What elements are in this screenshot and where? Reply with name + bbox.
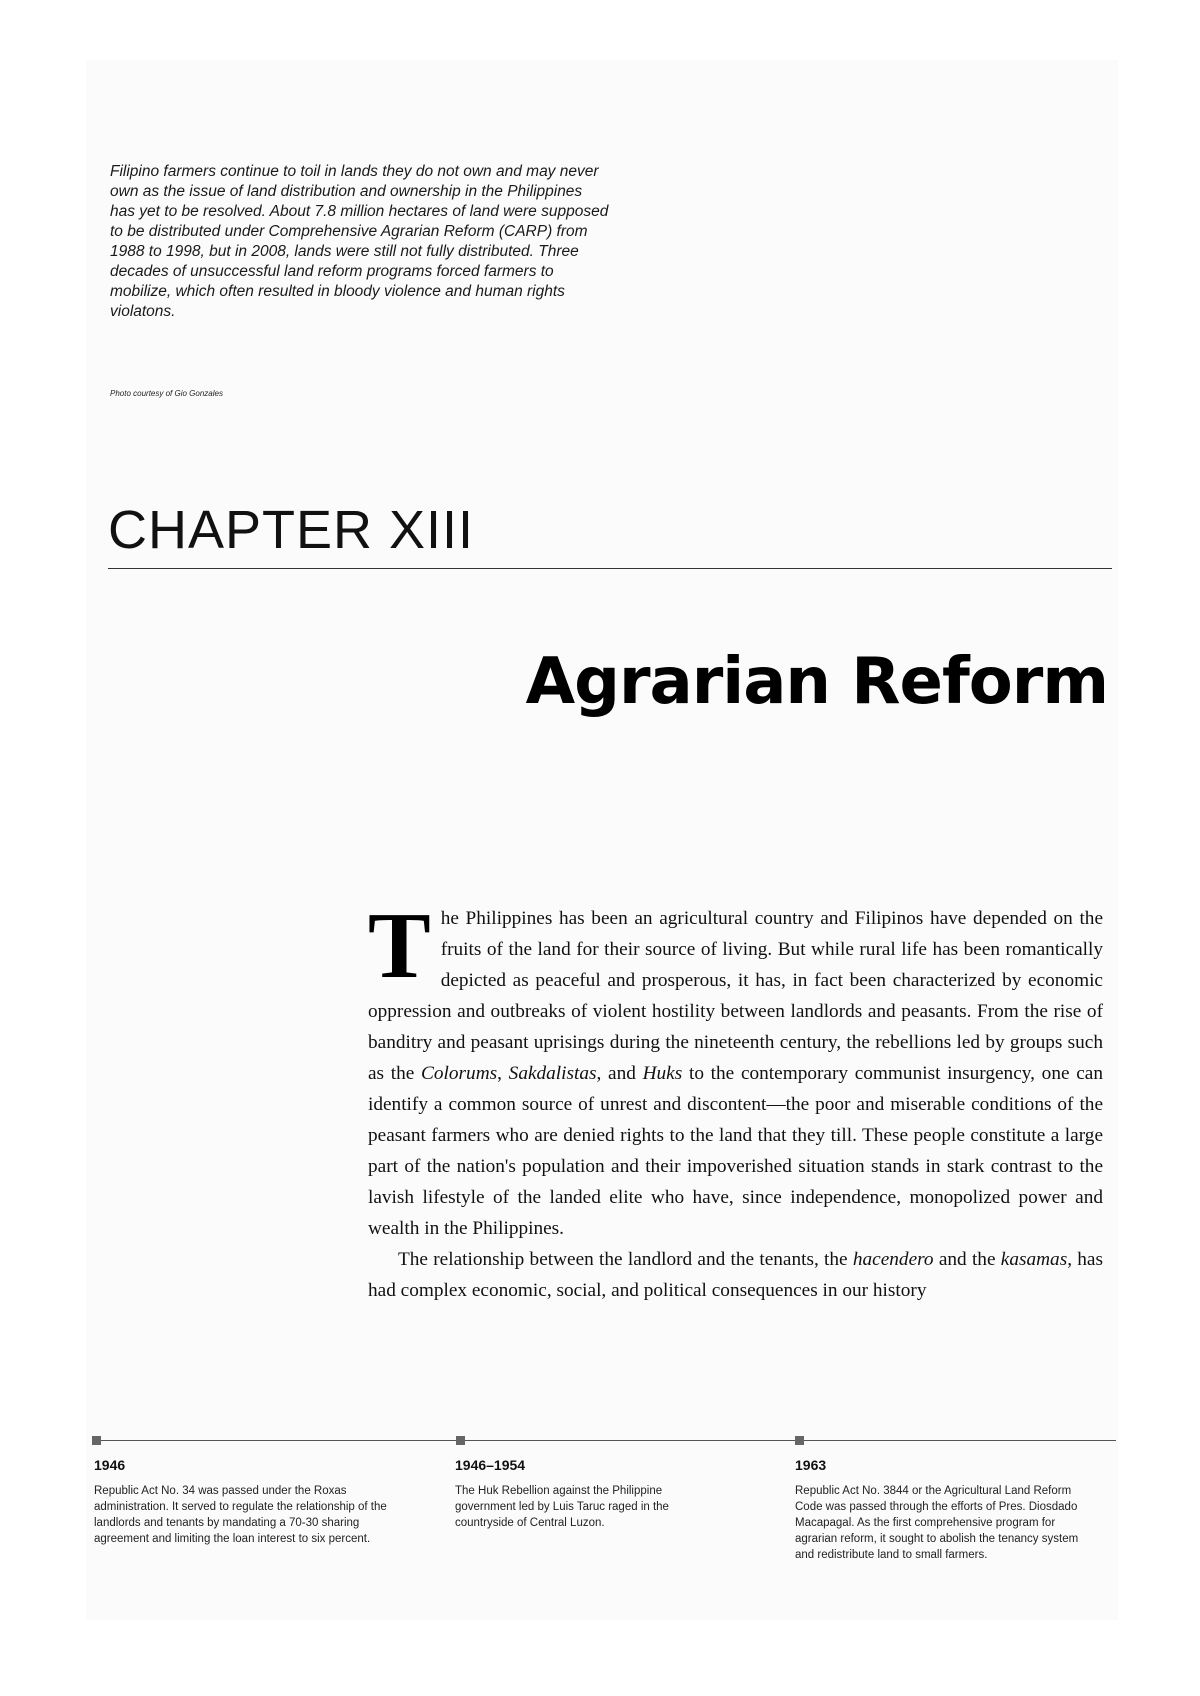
photo-caption: Filipino farmers continue to toil in lands they do not own and may never own as the issue of land distribution and ownership in the Philippines has yet to be resolved. About 7.8 million hectares of land were supposed to be distributed under Comprehensive Agrarian Reform (CARP) from 1988 to 1998, but in 2008, lands were still not fully distributed. Three decades of unsuccessful land reform programs forced farmers to mobilize, which often resulted in bloody violence and human rights violatons. (110, 163, 609, 320)
timeline-item (795, 1457, 1085, 1563)
paragraph-2: The relationship between the landlord and the tenants, the hacendero and the kasamas, has had complex economic, social, and political consequences in our history (368, 1249, 1103, 1301)
timeline-year: 1946 (94, 1457, 126, 1473)
timeline-line (96, 1440, 1116, 1441)
body-text (368, 894, 1103, 1306)
timeline-marker (456, 1436, 465, 1445)
photo-credit: Photo courtesy of Gio Gonzales (110, 389, 223, 398)
timeline-description: The Huk Rebellion against the Philippine government led by Luis Taruc raged in the countryside of Central Luzon. (455, 1485, 669, 1529)
timeline-year: 1963 (795, 1457, 827, 1473)
term-huks: Huks (642, 1063, 683, 1084)
chapter-label: CHAPTER XIII (108, 500, 475, 560)
timeline-description: Republic Act No. 34 was passed under the Roxas administration. It served to regulate the relationship of the landlords and tenants by mandating a 70-30 sharing agreement and limiting the loan interest to six percent. (94, 1485, 387, 1545)
timeline-year: 1946–1954 (455, 1457, 526, 1473)
term-hacendero: hacendero (852, 1249, 934, 1270)
timeline-item (455, 1457, 705, 1531)
term-colorums: Colorums (421, 1063, 498, 1084)
chapter-title: Agrarian Reform (525, 645, 1108, 719)
timeline-description: Republic Act No. 3844 or the Agricultural Land Reform Code was passed through the efforts of Pres. Diosdado Macapagal. As the first comprehensive program for agrarian reform, it sought to abolish the tenancy system and redistribute land to small farmers. (795, 1485, 1079, 1561)
chapter-divider (108, 568, 1112, 569)
paragraph-1: The Philippines has been an agricultural country and Filipinos have depended on the fruits of the land for their source of living. But while rural life has been romantically depicted as peaceful and prosperous, it has, in fact been characterized by economic oppression and outbreaks of violent hostility between landlords and peasants. From the rise of banditry and peasant uprisings during the nineteenth century, the rebellions led by groups such as the Colorums, Sakdalistas, and Huks to the contemporary communist insurgency, one can identify a common source of unrest and discontent—the poor and miserable conditions of the peasant farmers who are denied rights to the land that they till. These people constitute a large part of the nation's population and their impoverished situation stands in stark contrast to the lavish lifestyle of the landed elite who have, since independence, monopolized power and wealth in the Philippines. (368, 894, 1103, 1239)
timeline-item (94, 1457, 414, 1547)
timeline-marker (795, 1436, 804, 1445)
term-kasamas: kasamas (1000, 1249, 1068, 1270)
term-sakdalistas: Sakdalistas (508, 1063, 597, 1084)
drop-cap: T (368, 894, 431, 998)
timeline-marker (92, 1436, 101, 1445)
